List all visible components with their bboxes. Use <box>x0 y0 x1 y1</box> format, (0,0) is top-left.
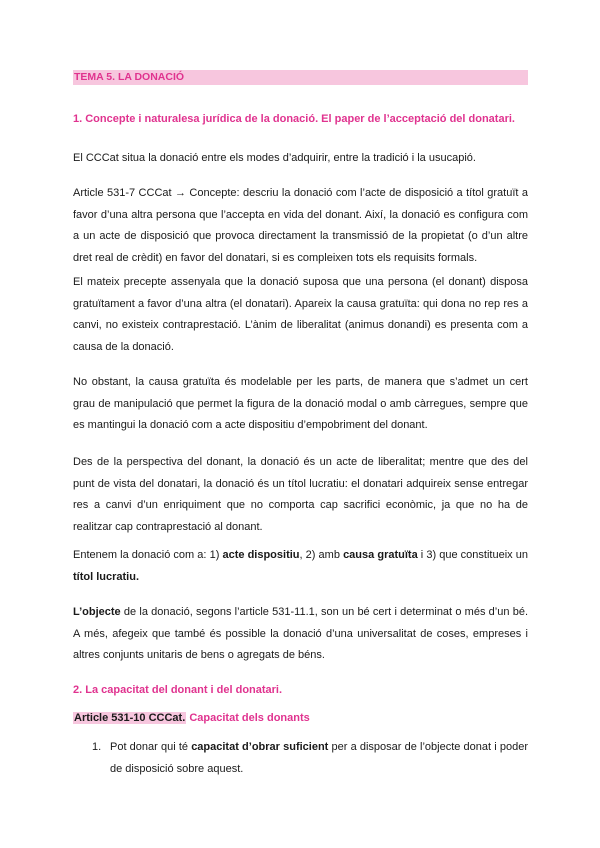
list-item-text <box>110 737 528 780</box>
section-heading-2: 2. La capacitat del donant i del donatari. <box>73 684 283 696</box>
section-heading-1: 1. Concepte i naturalesa jurídica de la donació. El paper de l’acceptació del donatari. <box>73 113 515 125</box>
paragraph-6-bold-3: títol lucratiu. <box>73 570 139 583</box>
paragraph-3: El mateix precepte assenyala que la donació suposa que una persona (el donant) disposa gratuïtament a favor d’una altra (el donatari). Apareix la causa gratuïta: qui dona no rep res a canvi, no existeix contraprestació. L’ànim de liberalitat (animus donandi) es presenta com a causa de la donació. <box>73 276 528 353</box>
paragraph-7-bold-1: L’objecte <box>73 606 121 618</box>
paragraph-6-text-2: , 2) amb <box>299 549 344 561</box>
paragraph-4: No obstant, la causa gratuïta és modelable per les parts, de manera que s’admet un cert grau de manipulació que permet la figura de la donació modal o amb càrregues, sempre que es mantingui la donació com a acte dispositiu d’empobriment del donant. <box>73 376 528 431</box>
paragraph-7-text-1: de la donació, segons l’article 531-11.1, son un bé cert i determinat o més d’un bé. A més, afegeix que també és possible la donació d’una universalitat de coses, empreses i altres conjunts unitaris de bens o agregats de béns. <box>73 606 528 661</box>
paragraph-1: El CCCat situa la donació entre els modes d’adquirir, entre la tradició i la usucapió. <box>73 152 476 164</box>
paragraph-5: Des de la perspectiva del donant, la donació és un acte de liberalitat; mentre que des del punt de vista del donatari, la donació és un títol lucratiu: el donatari adquireix sense entregar res a canvi d’un enriquiment que no comporta cap sacrifici econòmic, ja que no ha de realitzar cap contraprestació al donant. <box>73 456 528 533</box>
list-item-text-2: per a disposar de l’objecte donat i poder de disposició sobre aquest. <box>110 741 528 775</box>
list-item-number: 1. <box>92 741 102 753</box>
article-heading <box>73 710 310 726</box>
paragraph-6-bold-1: acte dispositiu <box>222 549 300 561</box>
paragraph-7 <box>73 602 528 667</box>
paragraph-6 <box>73 545 528 588</box>
paragraph-6-bold-2: causa gratuïta <box>343 549 418 561</box>
article-label: Article 531-10 CCCat. <box>74 712 186 724</box>
paragraph-2: Article 531-7 CCCat → Concepte: descriu la donació com l’acte de disposició a títol gratuït a favor d’una altra persona que l’accepta en vida del donant. Així, la donació es configura com a un acte de disposició que provoca directament la transmissió de la propietat (o d’un altre dret real de crèdit) en favor del donatari, si es compleixen tots els requisits formals. <box>73 187 528 264</box>
paragraph-6-text-1: Entenem la donació com a: 1) <box>73 549 223 561</box>
document-title: TEMA 5. LA DONACIÓ <box>73 70 528 85</box>
paragraph-6-text-3: i 3) que constitueix un <box>417 549 528 561</box>
list-item-bold-1: capacitat d’obrar suficient <box>191 741 329 753</box>
list-item-text-1: Pot donar qui té <box>110 741 192 753</box>
article-title: Capacitat dels donants <box>186 712 310 724</box>
